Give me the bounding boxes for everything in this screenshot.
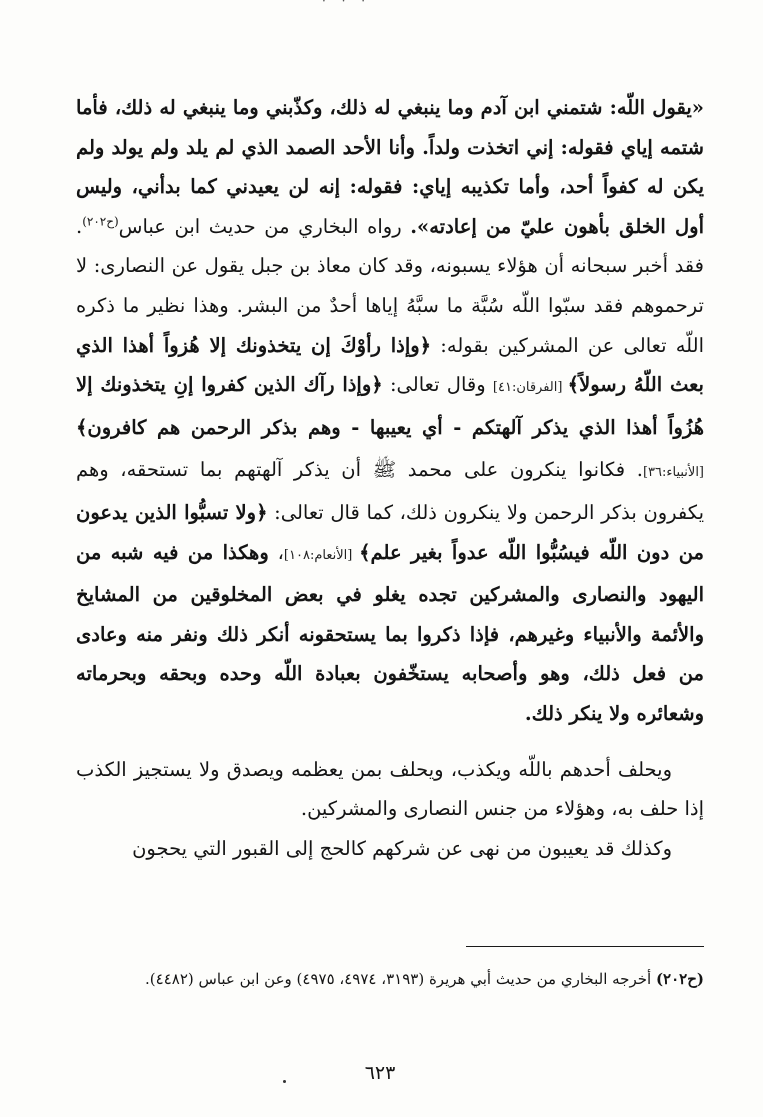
verse-reference-furqan: [الفرقان:٤١] bbox=[492, 380, 568, 396]
footnote-divider bbox=[466, 946, 704, 947]
quran-verse-anbiya: ﴿وإذا رآك الذين كفروا إنِ يتخذونك إلا هُزُواً أهذا الذي يذكر آلهتكم - أي يعيبها - وهم بذكر الرحمن هم كافرون﴾ bbox=[76, 373, 704, 439]
quran-verse-furqan: ﴿وإذا رأوْكَ إن يتخذونك إلا هُزواً أهذا الذي بعث اللّهُ رسولاً﴾ bbox=[76, 333, 704, 397]
verse-reference-anbiya: [الأنبياء:٣٦] bbox=[642, 465, 704, 481]
paragraph-graves: وكذلك قد يعيبون من نهى عن شركهم كالحج إلى القبور التي يحجون bbox=[132, 836, 672, 860]
footnote bbox=[84, 964, 704, 995]
paragraph-hadith bbox=[76, 88, 704, 734]
comma: ، bbox=[268, 540, 284, 564]
hadith-source: رواه البخاري من حديث ابن عباس bbox=[118, 214, 411, 238]
hadith-quote: «يقول اللّه: شتمني ابن آدم وما ينبغي له ذلك، وكذّبني وما ينبغي له ذلك، فأما شتمه إياي فقوله: إني اتخذت ولداً. وأنا الأحد الصمد الذي لم يلد ولم يولد ولم يكن له كفواً أحد، وأما تكذيبه إياي: فقوله: إنه لن يعيدني كما بدأني، وليس أول الخلق بأهون عليّ من إعادته». bbox=[76, 96, 705, 238]
print-speck bbox=[283, 1080, 286, 1083]
commentary-text-2: . فكانوا ينكرون على محمد ﷺ أن يذكر آلهتهم بما تستحقه، وهم يكفرون بذكر الرحمن ولا ينكرون ذلك، كما قال تعالى: bbox=[76, 458, 704, 524]
quran-verse-anam: ﴿ولا تسبُّوا الذين يدعون من دون اللّه فيسُبُّوا اللّه عدواً بغير علم﴾ bbox=[76, 500, 704, 564]
footnote-marker: (ح٢٠٢) bbox=[655, 970, 704, 988]
top-edge-mark bbox=[322, 0, 382, 6]
connector-text: وقال تعالى: bbox=[382, 373, 493, 397]
footnote-text: أخرجه البخاري من حديث أبي هريرة (٣١٩٣، ٤٩٧٤، ٤٩٧٥) وعن ابن عباس (٤٤٨٢). bbox=[145, 970, 656, 988]
bold-commentary: وهكذا من فيه شبه من اليهود والنصارى والمشركين تجده يغلو في بعض المخلوقين من المشايخ والأئمة والأنبياء وغيرهم، فإذا ذكروا بما يستحقونه أنكر ذلك ونفر منه وعادى من فعل ذلك، وهو وأصحابه يستخّفون بعبادة اللّه وحده وبحقه وبحرماته وشعائره ولا ينكر ذلك. bbox=[76, 540, 704, 725]
paragraph-oath: ويحلف أحدهم باللّه ويكذب، ويحلف بمن يعظمه ويصدق ولا يستجيز الكذب إذا حلف به، وهؤلاء من جنس النصارى والمشركين. bbox=[76, 757, 704, 821]
commentary-text: . فقد أخبر سبحانه أن هؤلاء يسبونه، وقد كان معاذ بن جبل يقول عن النصارى: لا ترحموهم فقد سبّوا اللّه سُبَّة ما سبَّهُ إياها أحدٌ من البشر. وهذا نظير ما ذكره اللّه تعالى عن المشركين بقوله: bbox=[76, 214, 704, 357]
verse-reference-anam: [الأنعام:١٠٨] bbox=[283, 547, 360, 563]
page-number: ٦٢٣ bbox=[364, 1062, 396, 1084]
main-text bbox=[76, 88, 704, 868]
hadith-footnote-mark: (ح٢٠٢) bbox=[82, 214, 119, 229]
